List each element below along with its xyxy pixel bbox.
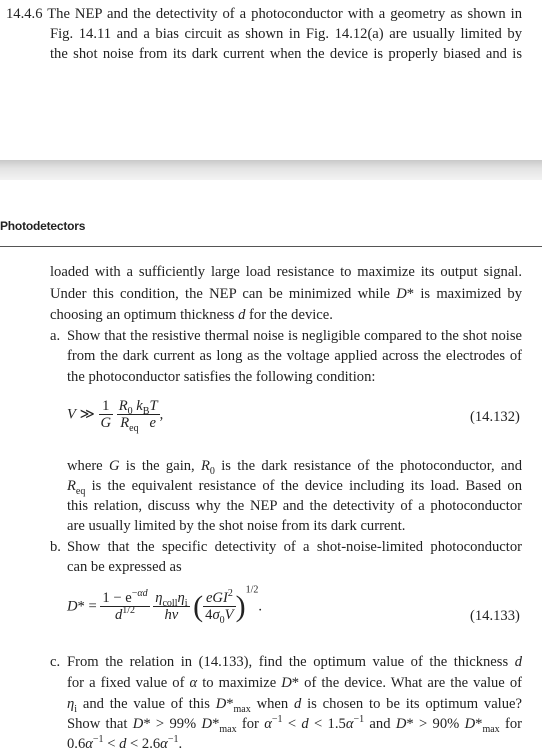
part-c-label: c. [50,654,61,670]
part-a-after-4: are usually limited by the shot noise from its dark current. [67,518,406,534]
part-c-line-3: $\eta_i$ and the value of this $D*_{max}$ when d is chosen to be its optimum value? [67,696,522,715]
problem-number: 14.4.6 [6,6,43,22]
part-c-line-1: From the relation in (14.133), find the optimum value of the thickness d [67,654,522,670]
part-b-line-2: can be expressed as [67,559,182,575]
problem-line-1: 14.4.6 The NEP and the detectivity of a photoconductor with a geometry as shown in [6,6,522,22]
page-break-gap [0,160,542,180]
equation-14-132: V ≫ $\frac{1}{G}$ $\frac{R_0 k_BT}{R_{eq} e}$ , [67,398,164,434]
part-a-label: a. [50,328,61,344]
problem-line-2: Fig. 14.11 and a bias circuit as shown in Fig. 14.12(a) are usually limited by [50,26,522,42]
equation-14-133: D* = $\frac{1 - e^{-\alpha d}}{d^{1/2}}$ $\frac{\eta_{coll}\eta_i}{h\nu}$ ( $\frac{eGI^2}{4\sigma_0V}$ )$^{1/2}$. [67,584,263,626]
part-a-line-1: Show that the resistive thermal noise is negligible compared to the shot noise [67,328,522,344]
header-rule [0,246,542,247]
intro-line-3: choosing an optimum thickness d for the device. [50,307,333,323]
part-c-line-2: for a fixed value of α to maximize D* of the device. What are the value of [67,675,522,691]
part-c-line-5: $0.6\alpha^{-1} < d < 2.6\alpha^{-1}$. [67,734,183,752]
intro-line-2: Under this condition, the NEP can be minimized while D* is maximized by [50,286,522,302]
intro-line-1: loaded with a sufficiently large load resistance to maximize its output signal. [50,264,522,280]
equation-number-14-132: (14.132) [470,409,520,425]
part-c-line-4: Show that D* > 99% $D*_{max}$ for $\alpha^{-1} < d < 1.5\alpha^{-1}$ and D* > 90% $D*_{max}$ for [67,714,522,735]
part-b-label: b. [50,539,61,555]
part-b-line-1: Show that the specific detectivity of a shot-noise-limited photoconductor [67,539,522,555]
part-a-line-3: the photoconductor satisfies the following condition: [67,369,376,385]
part-a-after-3: this relation, discuss why the NEP and the detectivity of a photoconductor [67,498,522,514]
previous-page-fragment [0,0,542,160]
equation-number-14-133: (14.133) [470,608,520,624]
part-a-after-2: $R_{eq}$ is the equivalent resistance of the device including its load. Based on [67,478,522,497]
problem-line-3: the shot noise from its dark current when the device is properly biased and is [50,46,522,62]
part-a-after-1: where G is the gain, $R_0$ is the dark resistance of the photoconductor, and [67,458,522,477]
running-header: Photodetectors [0,219,86,233]
part-a-line-2: from the dark current as long as the voltage applied across the electrodes of [67,348,522,364]
